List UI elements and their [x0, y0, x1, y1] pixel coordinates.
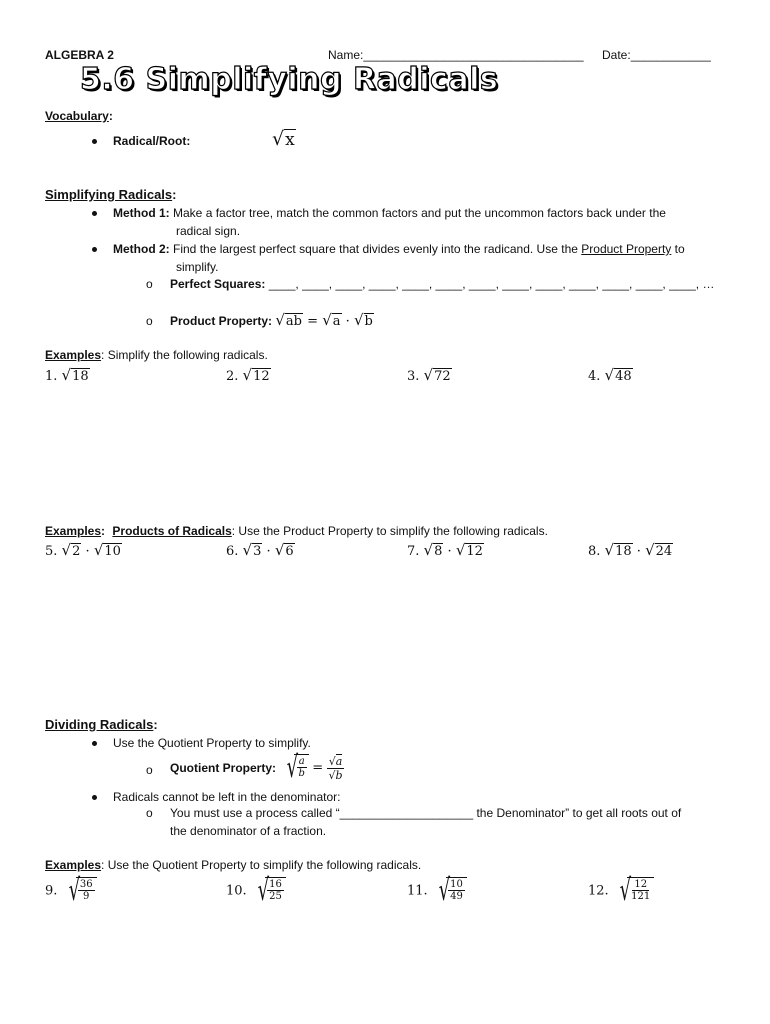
pp-a: a — [332, 314, 341, 329]
example-12-num: 12. — [588, 883, 609, 899]
example-8-num: 8. — [588, 544, 601, 559]
examples2-rest: : Use the Product Property to simplify the following radicals. — [231, 524, 548, 538]
examples2-colon: : — [101, 524, 106, 538]
example-8-b: 24 — [655, 544, 673, 559]
example-1-num: 1. — [45, 369, 58, 384]
example-8-a: 18 — [615, 544, 632, 559]
perfect-squares-blanks: ____, ____, ____, ____, ____, ____, ____, ____, ____, ____, ____, ____, ____, … — [268, 277, 715, 291]
name-label: Name: — [328, 48, 364, 62]
example-12: 12. √ $\frac{12}{121}$ — [588, 877, 654, 905]
example-10-d: 25 — [269, 891, 282, 902]
vocabulary-heading-text: Vocabulary — [45, 109, 109, 123]
product-property-line — [170, 311, 374, 329]
rationalizing-sentence: You must use a process called “____________________ the Denominator” to get all roots out of — [170, 806, 682, 820]
example-3: 3. √72 — [407, 366, 451, 384]
method2-line — [113, 242, 685, 256]
example-1-radicand: 18 — [72, 369, 89, 384]
example-10: 10. √ $\frac{16}{25}$ — [226, 877, 286, 905]
perfect-squares-label: Perfect Squares: — [170, 277, 266, 291]
examples1-label: Examples — [45, 348, 102, 362]
example-5-dot: · — [85, 544, 90, 559]
example-4: 4. √48 — [588, 366, 632, 384]
example-7-a: 8 — [434, 544, 443, 559]
product-property-link: Product Property — [581, 242, 672, 256]
example-7-num: 7. — [407, 544, 420, 559]
example-6-dot: · — [266, 544, 271, 559]
example-5-b: 10 — [104, 544, 121, 559]
product-property-formula: √ab = √a · √b — [275, 311, 373, 329]
example-11-num: 11. — [407, 883, 428, 899]
method1-text: Make a factor tree, match the common factors and put the uncommon factors back under the — [173, 206, 666, 220]
qp-left-num: a — [298, 756, 305, 767]
qp-equals: = — [312, 760, 324, 776]
example-7-b: 12 — [466, 544, 483, 559]
example-6: 6. √3 · √6 — [226, 541, 294, 559]
pp-equals: = — [307, 314, 319, 329]
qp-right-den: b — [335, 768, 343, 782]
example-9-n: 36 — [79, 879, 93, 890]
name-blank: _________________________________ — [363, 48, 584, 62]
rationalizing-continuation: the denominator of a fraction. — [170, 824, 327, 838]
example-4-radicand: 48 — [615, 369, 632, 384]
method2-continuation: simplify. — [176, 260, 219, 274]
simplifying-colon: : — [172, 187, 177, 202]
qp-left-den: b — [298, 768, 305, 779]
example-2-num: 2. — [226, 369, 239, 384]
examples2-label: Examples — [45, 524, 102, 538]
method1-label: Method 1: — [113, 206, 170, 220]
method2-to: to — [674, 242, 685, 256]
simplifying-heading-text: Simplifying Radicals — [45, 187, 173, 202]
course-label: ALGEBRA 2 — [45, 48, 114, 62]
dividing-colon: : — [153, 717, 158, 732]
example-3-num: 3. — [407, 369, 420, 384]
date-label: Date: — [602, 48, 631, 62]
example-9-num: 9. — [45, 883, 58, 899]
qp-left-radical: √ $\frac{a}{b}$ — [279, 754, 309, 782]
radical-root-label: Radical/Root: — [113, 134, 191, 148]
dividing-heading-text: Dividing Radicals — [45, 717, 154, 732]
pp-b: b — [364, 314, 373, 329]
examples1-rest: : Simplify the following radicals. — [101, 348, 268, 362]
bullet-icon — [92, 211, 97, 216]
example-12-d: 121 — [631, 891, 651, 902]
method1-line — [113, 206, 666, 220]
example-6-b: 6 — [285, 544, 294, 559]
bullet-icon — [92, 139, 97, 144]
example-6-a: 3 — [253, 544, 262, 559]
examples2-heading — [45, 524, 548, 538]
example-1: 1. √18 — [45, 366, 89, 384]
bullet-icon — [92, 741, 97, 746]
example-12-n: 12 — [634, 879, 648, 890]
example-6-num: 6. — [226, 544, 239, 559]
example-8-dot: · — [636, 544, 641, 559]
example-11: 11. √ $\frac{10}{49}$ — [407, 877, 467, 905]
dividing-heading — [45, 717, 158, 732]
bullet-icon — [92, 247, 97, 252]
example-5-num: 5. — [45, 544, 58, 559]
example-5-a: 2 — [72, 544, 81, 559]
example-2: 2. √12 — [226, 366, 270, 384]
qp-right-num: a — [335, 754, 343, 768]
open-bullet-icon: o — [146, 277, 153, 291]
example-5: 5. √2 · √10 — [45, 541, 121, 559]
product-property-label: Product Property: — [170, 314, 273, 328]
method2-label: Method 2: — [113, 242, 170, 256]
example-3-radicand: 72 — [434, 369, 451, 384]
radical-x-expression: √x — [272, 128, 295, 150]
example-9: 9. √ $\frac{36}{9}$ — [45, 877, 97, 905]
date-blank: ____________ — [630, 48, 711, 62]
name-field — [328, 48, 584, 62]
pp-dot: · — [345, 314, 350, 329]
example-4-num: 4. — [588, 369, 601, 384]
example-9-d: 9 — [83, 891, 90, 902]
date-field — [602, 48, 711, 62]
method1-continuation: radical sign. — [176, 224, 241, 238]
dividing-bullet2: Radicals cannot be left in the denominator: — [113, 790, 341, 804]
qp-right-fraction: $\frac{√a}{√b}$ — [328, 754, 343, 782]
examples3-heading — [45, 858, 421, 872]
examples3-rest: : Use the Quotient Property to simplify the following radicals. — [101, 858, 422, 872]
example-10-num: 10. — [226, 883, 247, 899]
examples1-heading — [45, 348, 268, 362]
example-8: 8. √18 · √24 — [588, 541, 673, 559]
open-bullet-icon: o — [146, 763, 153, 777]
bullet-icon — [92, 795, 97, 800]
example-11-n: 10 — [450, 879, 463, 890]
radical-x-arg: x — [285, 130, 295, 150]
simplifying-heading — [45, 187, 177, 202]
vocabulary-heading — [45, 109, 113, 123]
example-7-dot: · — [447, 544, 452, 559]
vocabulary-colon: : — [108, 109, 113, 123]
example-2-radicand: 12 — [253, 369, 270, 384]
example-7: 7. √8 · √12 — [407, 541, 483, 559]
page-title: 5.6 Simplifying Radicals — [80, 62, 499, 97]
quotient-property-label: Quotient Property: — [170, 761, 277, 775]
products-of-radicals-label: Products of Radicals — [112, 524, 232, 538]
quotient-property-line — [170, 750, 345, 785]
open-bullet-icon: o — [146, 806, 153, 820]
example-11-d: 49 — [450, 891, 463, 902]
perfect-squares-line — [170, 277, 714, 291]
examples3-label: Examples — [45, 858, 102, 872]
pp-ab: ab — [285, 314, 302, 329]
dividing-bullet1: Use the Quotient Property to simplify. — [113, 736, 311, 750]
open-bullet-icon: o — [146, 314, 153, 328]
method2-text: Find the largest perfect square that divides evenly into the radicand. Use the — [173, 242, 578, 256]
example-10-n: 16 — [269, 879, 282, 890]
